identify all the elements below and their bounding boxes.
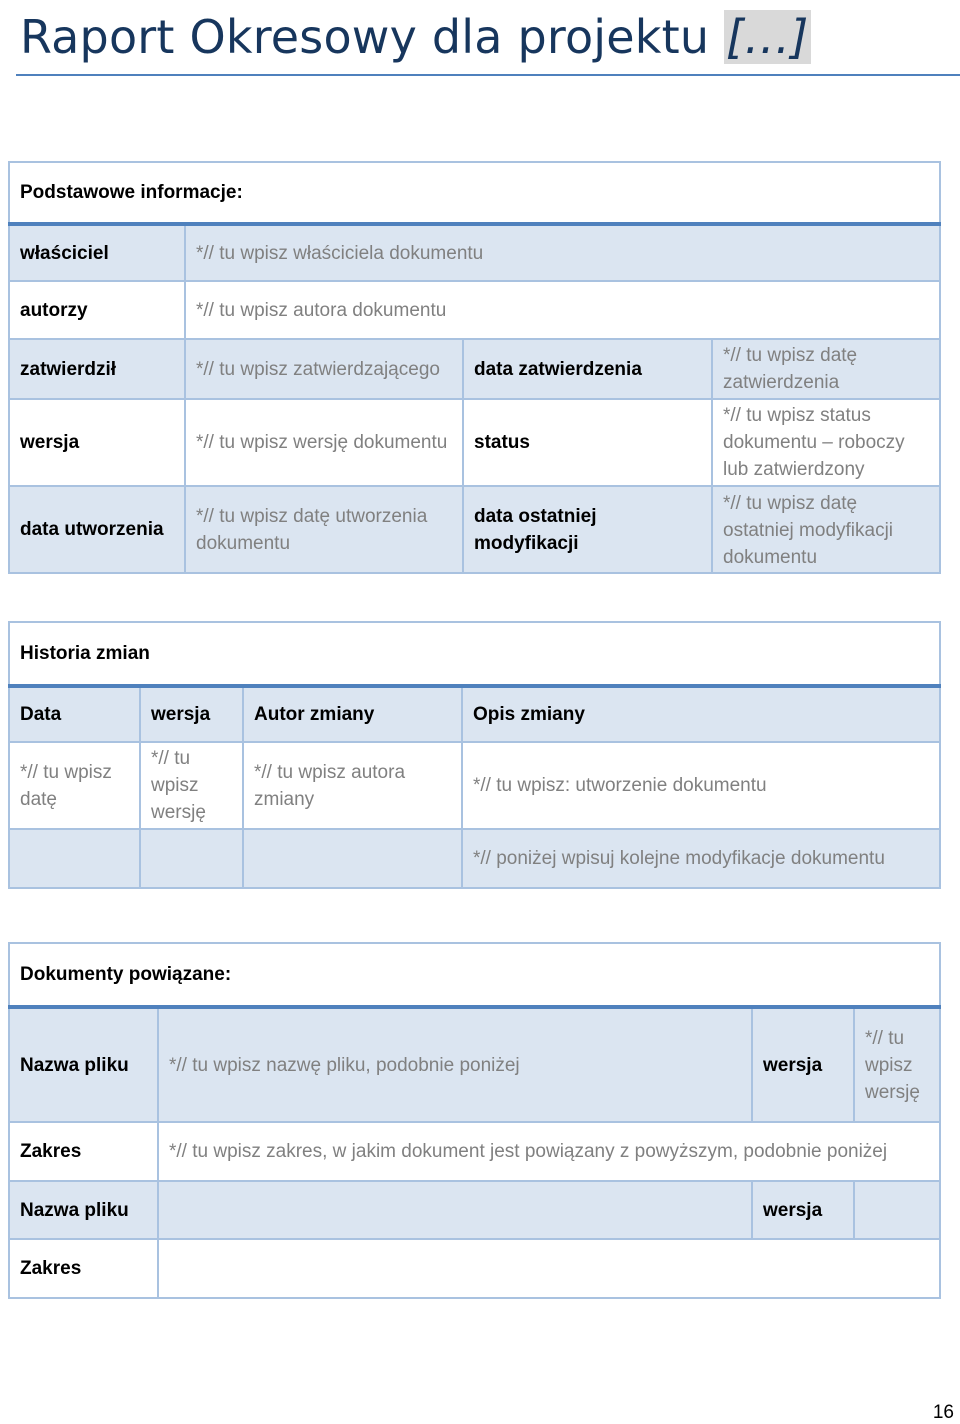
title-text: Raport Okresowy dla projektu (20, 10, 725, 64)
approval-date-label: data zatwierdzenia (463, 339, 712, 399)
created-date-field[interactable]: *// tu wpisz datę utworzenia dokumentu (185, 486, 463, 573)
table-row (9, 224, 940, 281)
scope-field[interactable]: *// tu wpisz zakres, w jakim dokument jest powiązany z powyższym, podobnie poniżej (158, 1122, 940, 1181)
history-description-field[interactable]: *// tu wpisz: utworzenie dokumentu (462, 742, 940, 829)
modified-date-text: *// tu wpisz datę ostatniej modyfikacji dokumentu (723, 493, 894, 568)
column-header-version: wersja (140, 686, 243, 742)
column-header-date: Data (9, 686, 140, 742)
status-label: status (463, 399, 712, 486)
page-number: 16 (932, 1402, 954, 1423)
table-row (9, 1122, 940, 1181)
related-documents-table (8, 942, 941, 1299)
created-date-label: data utworzenia (9, 486, 185, 573)
history-date-field[interactable] (9, 829, 140, 888)
modified-date-label: data ostatniej modyfikacji (463, 486, 712, 573)
history-date-field[interactable]: *// tu wpisz datę (9, 742, 140, 829)
modified-date-field[interactable] (712, 486, 940, 573)
authors-field[interactable]: *// tu wpisz autora dokumentu (185, 281, 940, 339)
owner-field[interactable]: *// tu wpisz właściciela dokumentu (185, 224, 940, 281)
approval-date-field[interactable]: *// tu wpisz datę zatwierdzenia (712, 339, 940, 399)
approved-by-label: zatwierdził (9, 339, 185, 399)
owner-label: właściciel (9, 224, 185, 281)
version-field[interactable]: *// tu wpisz wersję dokumentu (185, 399, 463, 486)
version-label: wersja (9, 399, 185, 486)
table-row (9, 1181, 940, 1239)
history-author-field[interactable]: *// tu wpisz autora zmiany (243, 742, 462, 829)
table-row (9, 339, 940, 399)
related-header: Dokumenty powiązane: (9, 943, 940, 1007)
file-name-label-2: Nazwa pliku (9, 1181, 158, 1239)
related-version-field-2[interactable] (854, 1181, 940, 1239)
table-row (9, 829, 940, 888)
table-row (9, 742, 940, 829)
history-table (8, 621, 941, 889)
related-version-label-2: wersja (752, 1181, 854, 1239)
column-header-description: Opis zmiany (462, 686, 940, 742)
title-placeholder[interactable]: […] (726, 10, 809, 64)
history-version-field[interactable] (140, 829, 243, 888)
basic-info-table (8, 161, 941, 574)
history-description-field[interactable]: *// poniżej wpisuj kolejne modyfikacje dokumentu (462, 829, 940, 888)
document-title (20, 6, 811, 68)
history-column-headers (9, 686, 940, 742)
file-name-field-2[interactable] (158, 1181, 752, 1239)
history-author-field[interactable] (243, 829, 462, 888)
file-name-label: Nazwa pliku (9, 1007, 158, 1122)
related-version-label: wersja (752, 1007, 854, 1122)
title-underline (16, 74, 960, 76)
scope-label-2: Zakres (9, 1239, 158, 1298)
column-header-author: Autor zmiany (243, 686, 462, 742)
table-row (9, 1239, 940, 1298)
table-row (9, 399, 940, 486)
table-row (9, 1007, 940, 1122)
history-version-field[interactable]: *// tu wpisz wersję (140, 742, 243, 829)
related-version-field[interactable]: *// tu wpisz wersję (854, 1007, 940, 1122)
scope-field-2[interactable] (158, 1239, 940, 1298)
basic-info-header: Podstawowe informacje: (9, 162, 940, 224)
scope-label: Zakres (9, 1122, 158, 1181)
table-row (9, 486, 940, 573)
table-row (9, 281, 940, 339)
authors-label: autorzy (9, 281, 185, 339)
approved-by-field[interactable]: *// tu wpisz zatwierdzającego (185, 339, 463, 399)
history-header: Historia zmian (9, 622, 940, 686)
file-name-field[interactable]: *// tu wpisz nazwę pliku, podobnie poniżej (158, 1007, 752, 1122)
status-field[interactable]: *// tu wpisz status dokumentu – roboczy lub zatwierdzony (712, 399, 940, 486)
